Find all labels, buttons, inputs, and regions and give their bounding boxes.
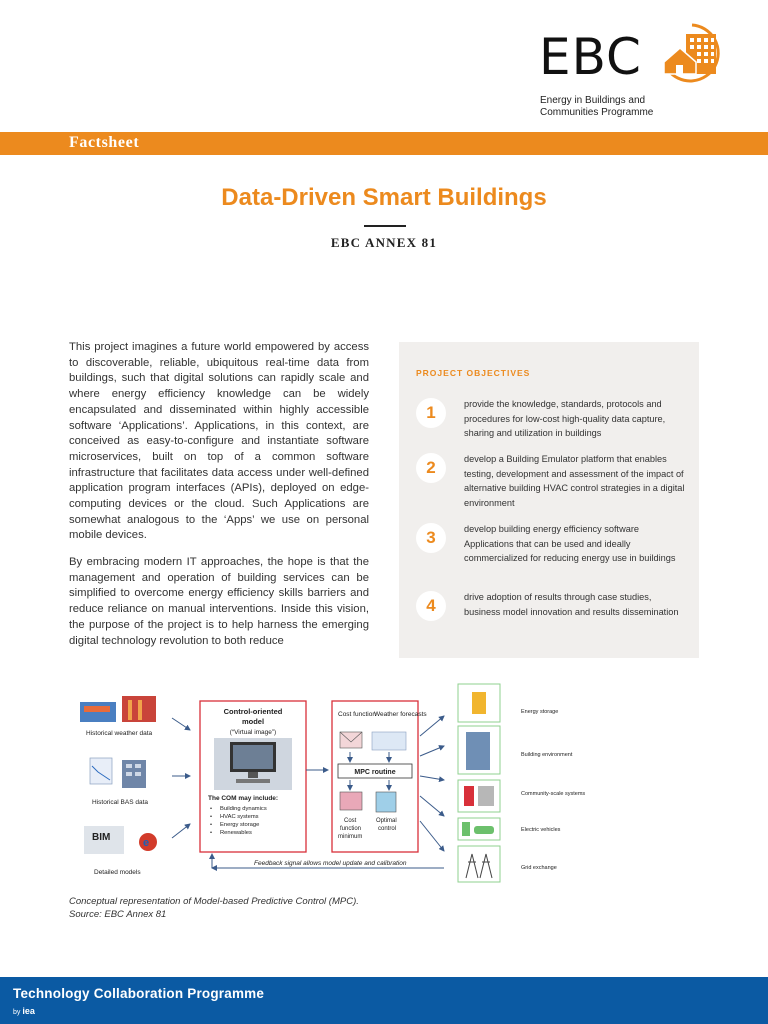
objective-number: 3 xyxy=(416,523,446,553)
factsheet-bar xyxy=(0,132,768,155)
com-title-2: model xyxy=(241,717,265,726)
output-label: Community-scale systems xyxy=(521,791,586,797)
svg-text:•: • xyxy=(210,806,213,812)
building-environment-output xyxy=(458,726,573,774)
annex-subtitle: EBC ANNEX 81 xyxy=(330,235,438,250)
mpc-cost-min-3: minimum xyxy=(338,834,363,840)
title-divider xyxy=(364,225,406,227)
iea-logo: iea xyxy=(22,1006,35,1016)
control-oriented-model-box xyxy=(200,701,306,852)
project-objectives-panel xyxy=(399,342,699,658)
cost-function-icon xyxy=(340,732,362,748)
svg-text:•: • xyxy=(210,814,213,820)
objective-number: 1 xyxy=(416,398,446,428)
cost-minimum-icon xyxy=(340,792,362,810)
footer-title: Technology Collaboration Programme xyxy=(13,986,265,1001)
feedback-label: Feedback signal allows model update and calibration xyxy=(254,860,407,867)
footer-by xyxy=(13,1006,35,1016)
computer-icon xyxy=(214,738,292,790)
bim-label: BIM xyxy=(92,832,111,843)
com-item: Building dynamics xyxy=(220,806,267,812)
intro-paragraph: This project imagines a future world empowered by access to discoverable, reliable, ubiquitous real-time data from buildings, such that digital solutions can rapidly scale and where energy efficiency knowledge can be widely encapsulated and disseminated within highly accessible software ‘Applications’. Applications, in this context, are conceived as easy-to-configure and instantiate software microservices, built on top of a common software infrastructure that facilitates data access under well-defined application program interfaces (APIs), deployed on edge-computing devices or the cloud. Such Applications are somewhat analogous to the ‘Apps’ we use on personal mobile devices. xyxy=(69,341,369,542)
figure-caption xyxy=(69,896,359,921)
mpc-optimal-2: control xyxy=(378,826,397,832)
mpc-weather: Weather forecasts xyxy=(374,711,427,718)
caption-source: Source: EBC Annex 81 xyxy=(69,908,167,920)
objective-text: drive adoption of results through case studies, business model innovation and results dissemination xyxy=(464,592,679,617)
com-title: Control-oriented xyxy=(223,707,283,716)
objective-number: 2 xyxy=(416,453,446,483)
mpc-diagram xyxy=(78,676,698,886)
com-item: HVAC systems xyxy=(220,814,259,820)
mpc-cost-function: Cost function xyxy=(338,711,376,718)
input-label: Historical BAS data xyxy=(92,799,148,806)
com-may-include: The COM may include: xyxy=(208,795,279,802)
factsheet-label: Factsheet xyxy=(69,134,140,151)
objective-text: provide the knowledge, standards, protocols and procedures for low-cost high-quality data capture, sharing and utilization in buildings xyxy=(464,399,666,438)
objectives-title: PROJECT OBJECTIVES xyxy=(416,368,531,378)
second-paragraph: By embracing modern IT approaches, the hope is that the management and operation of building services can be simplified to overcome energy efficiency skills barriers and reduce reliance on manual interventions. Inside this vision, the purpose of the project is to help harness the emerging digital technology revolution to both reduce xyxy=(69,556,369,647)
footer-bar xyxy=(0,977,768,1024)
mpc-cost-min-2: function xyxy=(340,826,362,832)
output-label: Energy storage xyxy=(521,709,559,715)
optimal-control-icon xyxy=(376,792,396,812)
detailed-models-input xyxy=(84,826,157,876)
mpc-box xyxy=(332,701,427,852)
weather-forecast-icon xyxy=(372,732,406,750)
community-systems-output xyxy=(458,780,585,812)
energy-storage-output xyxy=(458,684,558,722)
mpc-routine-label: MPC routine xyxy=(354,769,396,776)
svg-text:•: • xyxy=(210,822,213,828)
svg-text:e: e xyxy=(143,837,150,849)
grid-exchange-output xyxy=(458,846,557,882)
com-subtitle: (“Virtual image”) xyxy=(229,729,277,736)
house-logo-icon xyxy=(656,22,728,84)
weather-data-input xyxy=(80,696,156,737)
bas-data-input xyxy=(90,758,148,806)
com-item: Energy storage xyxy=(220,822,260,828)
com-item: Renewables xyxy=(220,830,252,836)
objective-text: develop a Building Emulator platform that enables testing, development and assessment of the impact of alternative building HVAC control strategies in a digital environment xyxy=(464,454,685,508)
objective-number: 4 xyxy=(416,591,446,621)
page-title: Data-Driven Smart Buildings xyxy=(221,184,547,211)
electric-vehicles-output xyxy=(458,818,561,840)
ebc-logo xyxy=(539,22,739,122)
logo-wordmark: EBC xyxy=(539,28,642,86)
output-label: Building environment xyxy=(521,752,573,758)
logo-subtitle: Energy in Buildings and Communities Programme xyxy=(540,95,654,118)
svg-text:•: • xyxy=(210,830,213,836)
objective-text: develop building energy efficiency software Applications that can be used and ideally commercialized for reducing energy use in buildings xyxy=(464,524,676,563)
mpc-optimal: Optimal xyxy=(376,818,397,824)
input-label: Historical weather data xyxy=(86,730,153,737)
input-label: Detailed models xyxy=(94,869,141,876)
output-label: Electric vehicles xyxy=(521,827,561,833)
footer-by-text: by xyxy=(13,1009,21,1016)
mpc-cost-min: Cost xyxy=(344,818,357,824)
caption-line: Conceptual representation of Model-based Predictive Control (MPC). xyxy=(69,896,359,907)
output-label: Grid exchange xyxy=(521,865,557,871)
